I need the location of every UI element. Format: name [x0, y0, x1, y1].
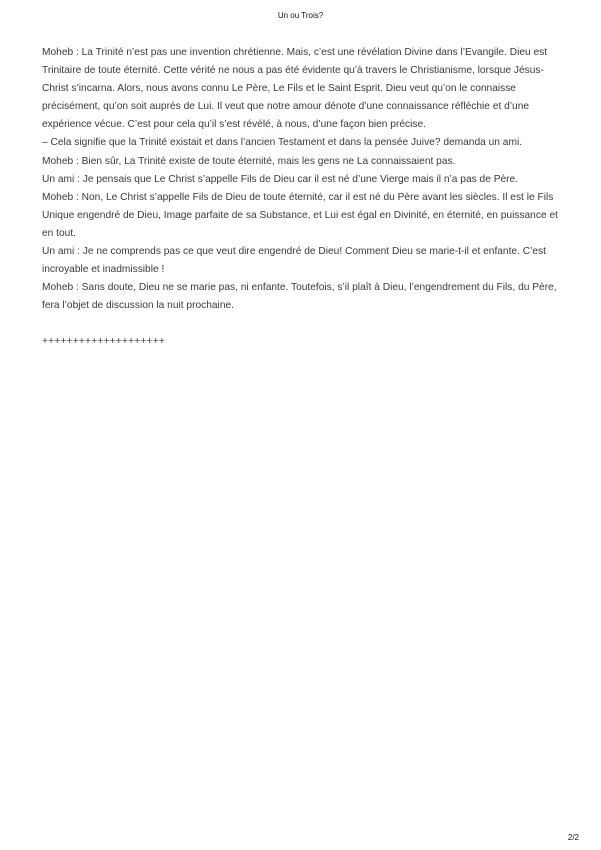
paragraph: – Cela signifie que la Trinité existait et dans l’ancien Testament et dans la pensée Juive? demanda un ami.: [42, 137, 523, 149]
paragraph: Un ami : Je ne comprends pas ce que veut dire engendré de Dieu! Comment Dieu se marie-t-il et enfante. C’est incroyable et inadmissible !: [42, 246, 546, 276]
paragraph: Moheb : Sans doute, Dieu ne se marie pas, ni enfante. Toutefois, s’il plaît à Dieu, l’engendrement du Fils, du Père, fera l’objet de discussion la nuit prochaine.: [42, 282, 557, 312]
paragraph: Un ami : Je pensais que Le Christ s’appelle Fils de Dieu car il est né d’une Vierge mais il n’a pas de Père.: [42, 173, 519, 185]
paragraph: Moheb : La Trinité n’est pas une invention chrétienne. Mais, c’est une révélation Divine dans l’Evangile. Dieu est Trinitaire de toute éternité. Cette vérité ne nous a pas été évidente qu’à travers le Christianisme, lorsque Jésus-Christ s’incarna. Alors, nous avons connu Le Père, Le Fils et le Saint Esprit. Dieu veut qu’on le connaisse précisément, qu’on soit auprès de Lui. Il veut que notre amour dénote d’une connaissance réfléchie et d’une expérience vécue. C’est pour cela qu’il s’est révélé, à nous, d’une façon bien précise.: [42, 47, 548, 131]
paragraph: Moheb : Bien sûr, La Trinité existe de toute éternité, mais les gens ne La connaissaient pas.: [42, 155, 456, 167]
section-separator: ++++++++++++++++++++: [42, 336, 165, 348]
page-number: 2/2: [567, 833, 579, 842]
paragraph: Moheb : Non, Le Christ s’appelle Fils de Dieu de toute éternité, car il est né du Père avant les siècles. Il est le Fils Unique engendré de Dieu, Image parfaite de sa Substance, et Lui est égal en Divinité, en éternité, en puissance et en tout.: [42, 191, 558, 239]
page-header-title: Un ou Trois?: [277, 11, 324, 20]
document-body: [42, 44, 562, 352]
